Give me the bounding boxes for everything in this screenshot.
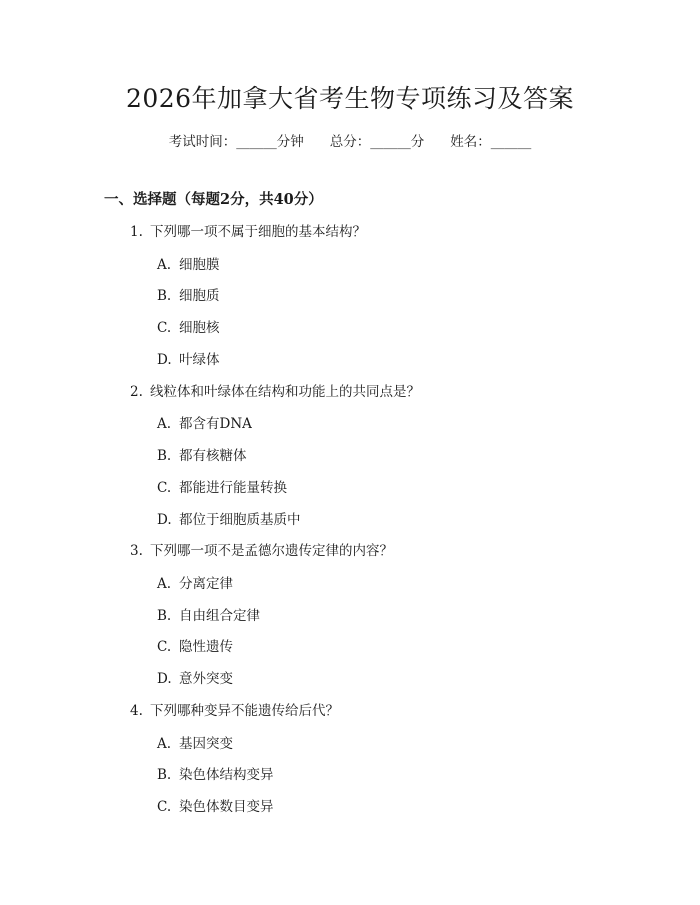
option-text: 都位于细胞质基质中 <box>179 511 301 528</box>
question-list <box>130 222 650 829</box>
document-title: 2026年加拿大省考生物专项练习及答案 <box>125 84 575 113</box>
option-letter: C. <box>157 799 172 816</box>
option-text: 基因突变 <box>179 735 233 752</box>
answer-option <box>157 637 650 657</box>
question-number: 1. <box>130 224 143 240</box>
answer-option <box>157 414 650 434</box>
option-text: 染色体结构变异 <box>179 767 274 784</box>
question-item <box>130 701 650 721</box>
option-text: 分离定律 <box>179 575 233 592</box>
option-letter: A. <box>157 575 172 592</box>
answer-option <box>157 255 650 275</box>
exam-meta-line <box>0 132 700 152</box>
option-text: 都含有DNA <box>179 416 252 433</box>
option-letter: D. <box>157 351 172 368</box>
question-number: 3. <box>130 543 143 560</box>
option-letter: A. <box>157 735 172 752</box>
option-text: 意外突变 <box>179 671 233 688</box>
option-text: 隐性遗传 <box>179 639 233 656</box>
option-letter: C. <box>157 639 172 656</box>
question-text: 线粒体和叶绿体在结构和功能上的共同点是？ <box>150 383 420 400</box>
question-number: 2. <box>130 383 143 400</box>
option-letter: B. <box>157 447 172 464</box>
option-text: 染色体数目变异 <box>179 799 274 816</box>
option-letter: C. <box>157 320 172 337</box>
answer-option <box>157 669 650 689</box>
option-text: 细胞质 <box>179 288 220 305</box>
answer-option <box>157 765 650 785</box>
option-letter: D. <box>157 511 172 528</box>
answer-option <box>157 318 650 338</box>
option-letter: C. <box>157 479 172 496</box>
question-item <box>130 222 650 242</box>
question-text: 下列哪种变异不能遗传给后代？ <box>150 703 339 720</box>
question-number: 4. <box>130 703 143 720</box>
answer-option <box>157 606 650 626</box>
option-letter: B. <box>157 767 172 784</box>
option-text: 细胞核 <box>179 320 220 337</box>
option-letter: A. <box>157 256 172 273</box>
answer-option <box>157 574 650 594</box>
answer-option <box>157 350 650 370</box>
question-item <box>130 541 650 561</box>
option-letter: B. <box>157 607 172 624</box>
answer-option <box>157 734 650 754</box>
question-item <box>130 382 650 402</box>
answer-option <box>157 478 650 498</box>
option-text: 细胞膜 <box>179 256 220 273</box>
answer-option <box>157 797 650 817</box>
section-heading: 一、选择题（每题2分，共40分） <box>104 191 323 208</box>
option-text: 叶绿体 <box>179 351 220 368</box>
option-letter: A. <box>157 416 172 433</box>
option-letter: D. <box>157 671 172 688</box>
name-field: 姓名：______ <box>450 134 532 150</box>
option-text: 自由组合定律 <box>179 607 260 624</box>
option-letter: B. <box>157 288 172 305</box>
option-text: 都能进行能量转换 <box>179 479 287 496</box>
option-text: 都有核糖体 <box>179 447 247 464</box>
total-score-field: 总分：______分 <box>329 134 425 150</box>
exam-time-field: 考试时间：______分钟 <box>168 134 304 150</box>
question-text: 下列哪一项不是孟德尔遗传定律的内容？ <box>150 543 393 560</box>
question-text: 下列哪一项不属于细胞的基本结构？ <box>150 224 366 240</box>
answer-option <box>157 446 650 466</box>
answer-option <box>157 510 650 530</box>
answer-option <box>157 286 650 306</box>
